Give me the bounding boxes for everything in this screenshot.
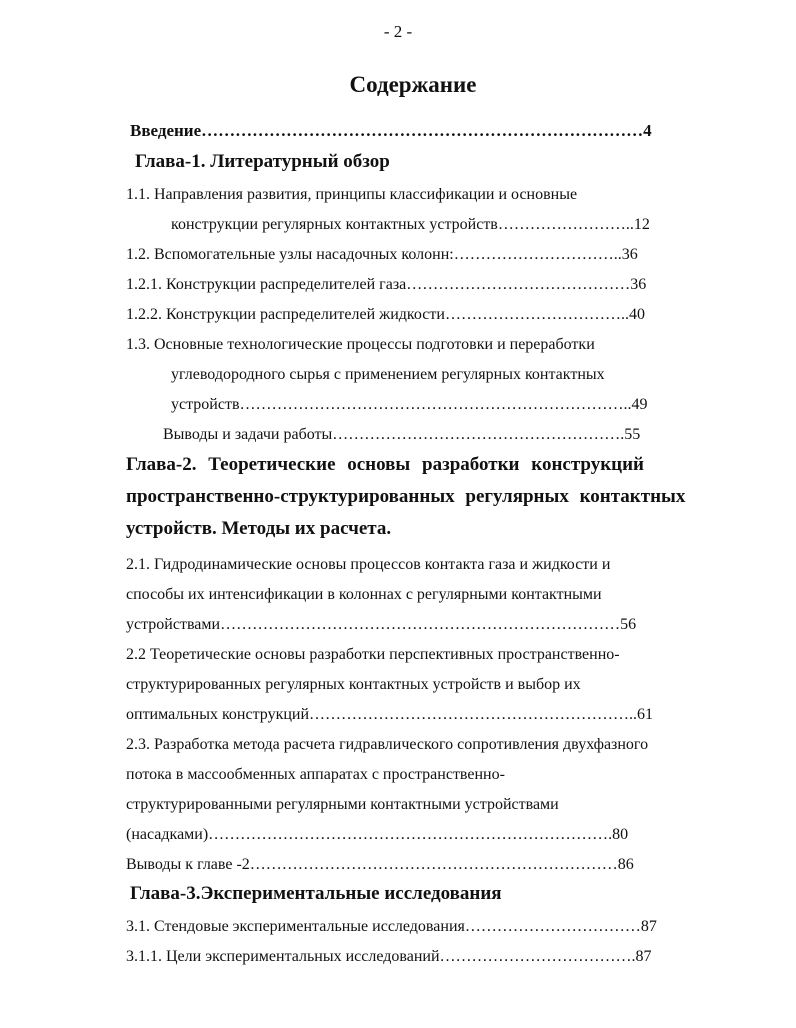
toc-entry-2-conclusions: Выводы к главе -2……………………………………………………………86 xyxy=(126,856,634,873)
toc-entry-1-3-line2: углеводородного сырья с применением регулярных контактных xyxy=(171,366,605,383)
page-title: Содержание xyxy=(349,72,477,97)
toc-chapter-3-title: Глава-3.Экспериментальные исследования xyxy=(130,883,502,904)
page-number: - 2 - xyxy=(383,22,413,41)
toc-chapter-2-title-line2: пространственно-структурированных регулярных контактных xyxy=(126,486,686,507)
toc-entry-2-3-line3: структурированными регулярными контактными устройствами xyxy=(126,796,559,813)
toc-entry-1-3-line1: 1.3. Основные технологические процессы подготовки и переработки xyxy=(126,336,595,353)
toc-entry-3-1-1: 3.1.1. Цели экспериментальных исследований……………………………….87 xyxy=(126,948,652,965)
toc-entry-2-2-line1: 2.2 Теоретические основы разработки перспективных пространственно- xyxy=(126,646,620,663)
toc-entry-2-2-line3: оптимальных конструкций……………………………………………………..61 xyxy=(126,706,654,723)
toc-entry-2-1-line3: устройствами…………………………………………………………………56 xyxy=(126,616,637,633)
toc-entry-1-3-line3: устройств………………………………………………………………..49 xyxy=(171,396,648,413)
toc-entry-1-2-2: 1.2.2. Конструкции распределителей жидкости……………………………..40 xyxy=(126,306,645,323)
toc-entry-1-conclusions: Выводы и задачи работы……………………………………………….55 xyxy=(163,426,641,443)
toc-entry-1-2: 1.2. Вспомогательные узлы насадочных колонн:…………………………..36 xyxy=(126,246,638,263)
toc-entry-2-3-line2: потока в массообменных аппаратах с пространственно- xyxy=(126,766,505,783)
toc-entry-2-2-line2: структурированных регулярных контактных устройств и выбор их xyxy=(126,676,581,693)
toc-entry-2-3-line1: 2.3. Разработка метода расчета гидравлического сопротивления двухфазного xyxy=(126,736,649,753)
toc-entry-2-3-line4: (насадками)………………………………………………………………….80 xyxy=(126,826,629,843)
toc-chapter-1-title: Глава-1. Литературный обзор xyxy=(135,151,390,172)
toc-entry-1-1-line2: конструкции регулярных контактных устройств……………………..12 xyxy=(171,216,650,233)
toc-entry-1-2-1: 1.2.1. Конструкции распределителей газа……………………………………36 xyxy=(126,276,647,293)
toc-entry-intro: Введение……………………………………………………………………4 xyxy=(130,121,652,140)
toc-entry-2-1-line2: способы их интенсификации в колоннах с регулярными контактными xyxy=(126,586,602,603)
toc-chapter-2-title-line1: Глава-2. Теоретические основы разработки конструкций xyxy=(126,454,644,475)
toc-chapter-2-title-line3: устройств. Методы их расчета. xyxy=(126,518,392,539)
toc-entry-2-1-line1: 2.1. Гидродинамические основы процессов контакта газа и жидкости и xyxy=(126,556,611,573)
toc-entry-1-1-line1: 1.1. Направления развития, принципы классификации и основные xyxy=(126,186,578,203)
toc-entry-3-1: 3.1. Стендовые экспериментальные исследования……………………………87 xyxy=(126,918,657,935)
